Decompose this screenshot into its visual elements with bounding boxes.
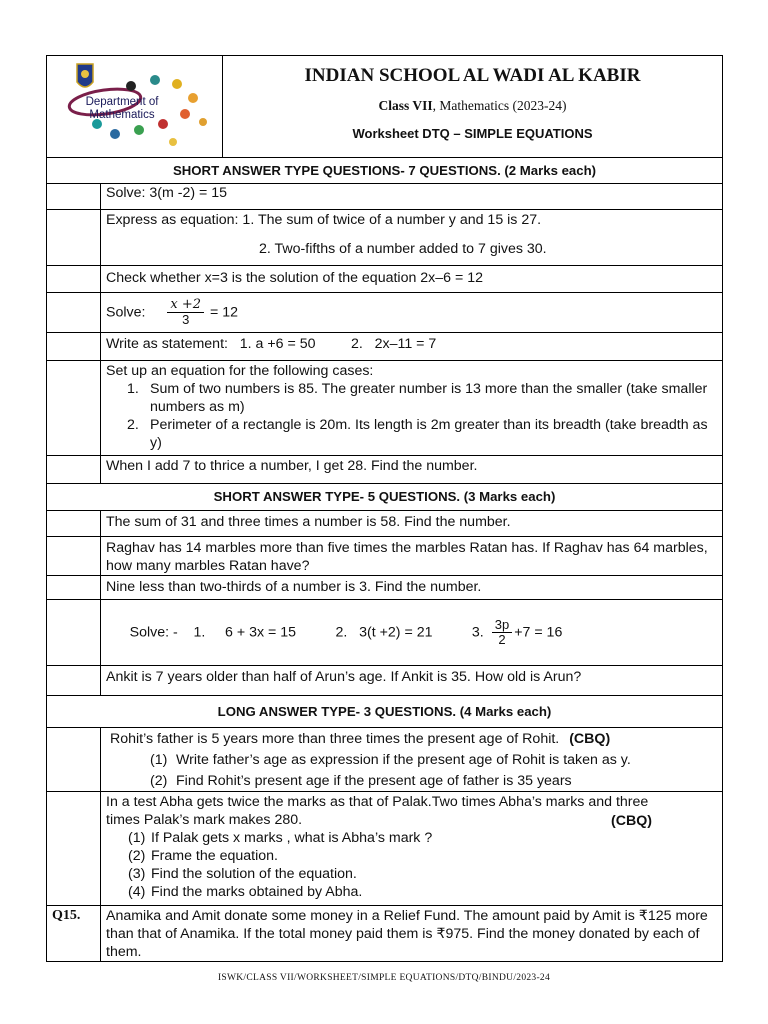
section-title-short-2marks: SHORT ANSWER TYPE QUESTIONS- 7 QUESTIONS. (2 Marks each) [47,158,723,184]
question-row [47,600,723,666]
question-4 [101,293,723,333]
question-14-intro: In a test Abha gets twice the marks as that of Palak.Two times Abha’s marks and three times Palak’s mark makes 280. [106,794,649,828]
cbq-tag: (CBQ) [569,731,611,747]
question-7: When I add 7 to thrice a number, I get 28. Find the number. [101,456,723,484]
question-4-prefix: Solve: [106,304,146,321]
question-number-cell [47,511,101,537]
list-item-number: (1) [128,830,146,846]
question-11-suffix: +7 = 16 [514,624,563,641]
list-item [106,829,717,847]
question-row [47,792,723,906]
list-item-number: (2) [128,848,146,864]
logo-cell [47,56,223,157]
question-2-intro: Express as equation: 1. The sum of twice of a number y and 15 is 27. [106,212,542,228]
question-9: Raghav has 14 marbles more than five times the marbles Ratan has. If Raghav has 64 marbles, how many marbles Ratan have? [101,537,723,576]
list-item-text: Sum of two numbers is 85. The greater number is 13 more than the smaller (take smaller numbers as m) [150,381,708,415]
list-item-text: Write father’s age as expression if the present age of Rohit is taken as y. [176,752,631,768]
question-row [47,293,723,333]
subject-year: , Mathematics (2023-24) [432,98,567,113]
question-6-intro: Set up an equation for the following cases: [106,363,374,379]
question-number-cell [47,266,101,293]
list-item [106,883,717,901]
question-15: Anamika and Amit donate some money in a Relief Fund. The amount paid by Amit is ₹125 more than that of Anamika. If the total money paid them is ₹975. Find the money donated by each of them. [101,906,723,962]
question-13 [101,728,723,792]
question-8: The sum of 31 and three times a number is 58. Find the number. [101,511,723,537]
question-2 [101,210,723,266]
fraction-denominator: 2 [498,632,506,647]
question-number-cell [47,666,101,696]
question-row [47,266,723,293]
department-logo [63,62,223,154]
list-item [106,748,717,769]
question-number-cell [47,792,101,906]
question-number-cell [47,361,101,456]
title-cell [223,56,722,157]
question-14 [101,792,723,906]
question-1: Solve: 3(m -2) = 15 [101,184,723,210]
list-item [106,769,717,790]
section-header-row [47,158,723,184]
fraction-numerator: x +2 [167,298,204,313]
question-row [47,537,723,576]
list-item-text: Find Rohit’s present age if the present age of father is 35 years [176,773,572,789]
list-item-text: If Palak gets x marks , what is Abha’s mark ? [151,830,433,846]
question-number-cell [47,576,101,600]
list-item-number: (3) [128,866,146,882]
question-10: Nine less than two-thirds of a number is 3. Find the number. [101,576,723,600]
class-subject-line [223,98,722,114]
list-item [106,865,717,883]
worksheet-header [46,55,723,158]
question-11 [101,600,723,666]
section-title-short-3marks: SHORT ANSWER TYPE- 5 QUESTIONS. (3 Marks each) [47,484,723,511]
question-13-text: Rohit’s father is 5 years more than three times the present age of Rohit. [110,731,560,747]
question-2-part-b: 2. Two-fifths of a number added to 7 gives 30. [259,241,547,257]
question-row [47,210,723,266]
question-row [47,361,723,456]
question-13-intro [106,730,717,748]
question-number-cell [47,333,101,361]
logo-label-line1: Department of [85,96,159,108]
question-row [47,728,723,792]
question-number-cell [47,456,101,484]
fraction-numerator: 3p [492,618,512,633]
section-title-long-4marks: LONG ANSWER TYPE- 3 QUESTIONS. (4 Marks each) [47,696,723,728]
section-header-row [47,696,723,728]
question-number-cell [47,184,101,210]
question-12: Ankit is 7 years older than half of Arun’s age. If Ankit is 35. How old is Arun? [101,666,723,696]
question-6-list [106,380,717,452]
list-item [106,847,717,865]
question-3: Check whether x=3 is the solution of the equation 2x–6 = 12 [101,266,723,293]
question-number-cell [47,210,101,266]
list-item-text: Perimeter of a rectangle is 20m. Its length is 2m greater than its breadth (take breadth as y) [150,417,708,451]
list-item-number: 1. [127,381,139,397]
section-header-row [47,484,723,511]
question-number-cell [47,293,101,333]
question-row [47,906,723,962]
school-name: INDIAN SCHOOL AL WADI AL KABIR [304,65,641,86]
question-row [47,511,723,537]
list-item [106,380,717,416]
question-row [47,576,723,600]
question-table [46,157,723,962]
list-item-text: Find the solution of the equation. [151,866,357,882]
list-item-text: Frame the equation. [151,848,278,864]
class-label: Class VII [378,98,433,113]
cbq-tag: (CBQ) [611,813,652,829]
worksheet-title: Worksheet DTQ – SIMPLE EQUATIONS [352,126,593,141]
question-row [47,333,723,361]
question-number-cell [47,728,101,792]
list-item-number: (2) [150,773,168,789]
list-item-number: (1) [150,752,168,768]
question-row [47,666,723,696]
question-4-suffix: = 12 [209,304,238,321]
fraction-denominator: 3 [182,312,190,327]
question-row [47,456,723,484]
list-item-number: 2. [127,417,139,433]
question-number-cell [47,537,101,576]
question-11-prefix: Solve: - 1. 6 + 3x = 15 2. 3(t +2) = 21 3. [129,624,484,641]
question-14-list [106,829,717,901]
list-item-number: (4) [128,884,146,900]
list-item-text: Find the marks obtained by Abha. [151,884,363,900]
question-number-q15: Q15. [47,906,101,962]
question-row [47,184,723,210]
page-footer: ISWK/CLASS VII/WORKSHEET/SIMPLE EQUATIONS/DTQ/BINDU/2023-24 [217,973,551,983]
question-5: Write as statement: 1. a +6 = 50 2. 2x–11 = 7 [101,333,723,361]
fraction-x-plus-2-over-3 [167,298,204,327]
fraction-3p-over-2 [492,618,512,647]
question-number-cell [47,600,101,666]
question-6 [101,361,723,456]
logo-label-line2: Mathematics [89,109,155,121]
question-13-list [106,748,717,790]
list-item [106,416,717,452]
